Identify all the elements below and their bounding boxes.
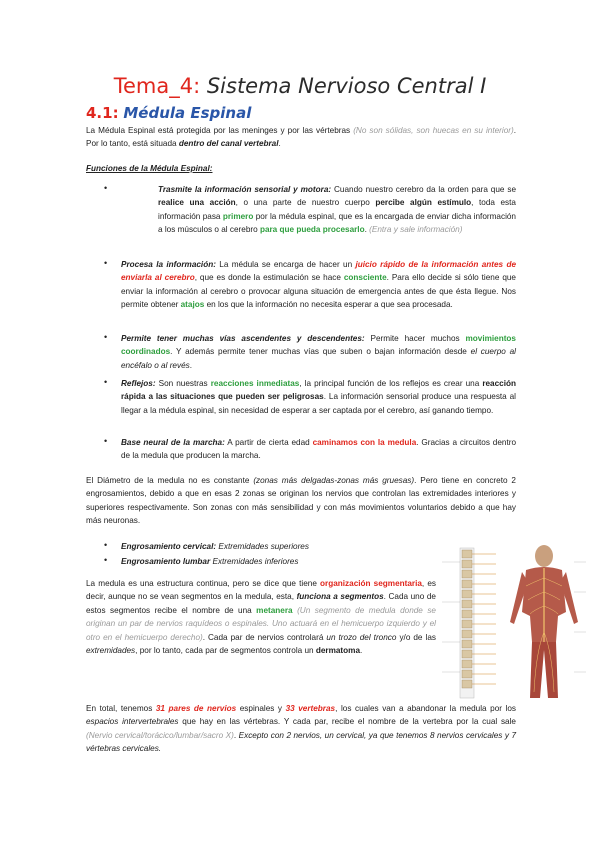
title-prefix: Tema_4: — [113, 74, 201, 98]
seg-green: metanera — [256, 605, 293, 615]
intro-paragraph — [86, 124, 516, 151]
function-3-part: movimientos coordinados — [121, 334, 516, 357]
function-2-part: , que es donde la estimulación se hace — [194, 273, 344, 283]
seg-e: y/o de las — [396, 632, 436, 642]
function-1-part: percibe algún estímulo — [375, 198, 472, 208]
seg-red: organización segmentaria — [320, 579, 422, 588]
function-5-part: caminamos con la medula — [312, 438, 417, 447]
intro-gray-note: (No son sólidas, son huecas en su interior) — [353, 126, 514, 135]
seg-i2: extremidades — [86, 646, 136, 656]
function-1-part: realice una acción — [158, 198, 236, 208]
seg-gray: (Un segmento de medula donde se originan un par de nervios raquídeos o espinales. Uno actuará en el hemicuerpo izquierdo y el otro en el hemicuerpo derecho) — [86, 605, 436, 642]
engros-2-value: Extremidades inferiores — [210, 557, 299, 566]
segment-paragraph — [86, 577, 436, 657]
bullet-dot: • — [104, 377, 108, 387]
total-red-1: 31 pares de nervios — [155, 704, 237, 713]
seg-b2: dermatoma — [315, 646, 360, 656]
function-4-part: , la principal función de los reflejos es crear una — [299, 379, 483, 388]
function-3-part: Permite hacer muchos — [364, 334, 466, 343]
function-4-part: . La información sensorial produce una respuesta al llegar a la médula espinal, sin necesidad de esperar a ser captada por el cerebro, así ganando tiempo. — [121, 392, 517, 415]
intro-bold-italic: dentro del canal vertebral — [178, 139, 279, 149]
intro-text-c: . — [278, 139, 281, 149]
function-1-part: Cuando nuestro cerebro da la orden para que se — [331, 185, 516, 194]
intro-text-b: . Por lo tanto, está situada — [86, 126, 517, 149]
function-3-part: Permite tener muchas vías ascendentes y descendentes: — [121, 334, 365, 343]
seg-h: . — [360, 646, 363, 656]
function-2-part: en los que la información no necesita esperar a que sea procesada. — [204, 300, 453, 310]
function-1-part: , toda esta información pasa — [158, 198, 516, 221]
functions-heading-text: Funciones de la Médula Espinal: — [86, 164, 213, 173]
seg-b: , es decir, aunque no se vean segmentos en la medula, esta, — [86, 579, 436, 602]
section-name: Médula Espinal — [123, 104, 252, 122]
engros-item-1 — [121, 540, 421, 553]
function-4-part: reacciones inmediatas — [210, 379, 300, 388]
function-1-part: , o una parte de nuestro cuerpo — [235, 198, 376, 208]
total-red-2: 33 vertebras — [285, 704, 336, 713]
function-1-part: Trasmite la información sensorial y motora: — [158, 185, 332, 194]
total-i1: espacios intervertebrales — [86, 717, 179, 727]
total-b: espinales y — [236, 704, 286, 713]
title-main: Sistema Nervioso Central I — [206, 74, 487, 98]
total-d: que hay en las vértebras. Y cada par, recibe el nombre de la vertebra por la cual sale — [178, 717, 516, 727]
spinal-nerves-anatomy-illustration — [440, 542, 588, 702]
human-body-back-icon — [510, 545, 578, 698]
intro-text-a: La Médula Espinal está protegida por las meninges y por las vértebras — [86, 126, 354, 135]
bullet-dot: • — [104, 332, 108, 342]
function-1-part: (Entra y sale información) — [369, 225, 463, 235]
function-item-5 — [121, 436, 516, 463]
section-number: 4.1: — [86, 104, 119, 122]
bullet-dot: • — [104, 555, 108, 565]
engros-1-value: Extremidades superiores — [216, 542, 309, 551]
diam-text-a: El Diámetro de la medula no es constante — [86, 476, 254, 485]
bullet-dot: • — [104, 183, 108, 193]
seg-i1: un trozo del tronco — [326, 632, 397, 642]
total-a: En total, tenemos — [86, 704, 156, 713]
function-2-part: . Para ello decide si sólo tiene que enviar la información al cerebro o provocar alguna situación de emergencia antes de que ésta llegue. Nos permite obtener — [121, 273, 516, 310]
function-4-part: Reflejos: — [121, 379, 156, 388]
diameter-paragraph — [86, 474, 516, 528]
function-3-part: el cuerpo al encéfalo o al revés — [121, 347, 516, 370]
spine-column-icon — [460, 548, 496, 698]
page-title — [0, 74, 600, 98]
total-i2: Excepto con 2 nervios, un cervical, ya que tenemos 8 nervios cervicales y 7 vértebras cervicales. — [86, 730, 516, 754]
section-heading — [86, 104, 251, 122]
function-2-part: juicio rápido de la información antes de enviarla al cerebro — [121, 260, 516, 283]
function-2-part: consciente — [343, 273, 387, 283]
total-e: . — [233, 730, 239, 740]
function-item-3 — [121, 332, 516, 372]
function-5-part: . Gracias a circuitos dentro de la medula que producen la marcha. — [121, 438, 516, 461]
bullet-dot: • — [104, 436, 108, 446]
function-2-part: Procesa la información: — [121, 260, 216, 269]
bullet-dot: • — [104, 540, 108, 550]
seg-c: . Cada uno de estos segmentos recibe el nombre de una — [86, 592, 436, 615]
total-paragraph — [86, 702, 516, 756]
seg-d: . Cada par de nervios controlará — [202, 632, 327, 642]
engros-2-label: Engrosamiento lumbar — [121, 557, 211, 566]
bullet-dot: • — [104, 258, 108, 268]
function-5-part: Base neural de la marcha: — [121, 438, 225, 447]
seg-a: La medula es una estructura continua, pero se dice que tiene — [86, 579, 321, 588]
function-2-part: atajos — [180, 300, 205, 310]
function-item-4 — [121, 377, 516, 417]
seg-bi: funciona a segmentos — [296, 592, 384, 602]
total-gray: (Nervio cervical/torácico/lumbar/sacro X) — [86, 730, 234, 740]
functions-heading — [86, 162, 516, 175]
function-4-part: reacción rápida a las situaciones que pueden ser peligrosas — [121, 379, 516, 402]
total-c: , los cuales van a abandonar la medula por los — [335, 704, 517, 713]
function-item-2 — [121, 258, 516, 312]
engros-item-2 — [121, 555, 421, 568]
function-1-part: primero — [222, 211, 254, 221]
seg-f: , por lo tanto, cada par de segmentos controla un — [135, 646, 316, 656]
function-2-part: La médula se encarga de hacer un — [215, 260, 356, 269]
diam-text-b: . Pero tiene en concreto 2 engrosamientos, debido a que en esas 2 zonas se originan los nervios que controlan las extremidades interiores y superiores respectivamente. Son zonas con más sensibilidad y con más movimientos voluntarios debido a que hay más neuronas. — [86, 476, 516, 526]
function-item-1 — [158, 183, 516, 237]
function-1-part: por la médula espinal, que es la encargada de enviar dicha información a los músculos o al cerebro — [158, 211, 516, 235]
function-3-part: . — [189, 360, 193, 370]
function-4-part: Son nuestras — [155, 379, 211, 388]
function-3-part: . Y además permite tener muchas vías que suben o bajan información desde — [170, 347, 471, 357]
function-5-part: A partir de cierta edad — [224, 438, 313, 447]
function-1-part: . — [364, 225, 370, 235]
diam-italic: (zonas más delgadas-zonas más gruesas) — [253, 476, 415, 485]
function-1-part: para que pueda procesarlo — [259, 225, 365, 235]
engros-1-label: Engrosamiento cervical: — [121, 542, 217, 551]
